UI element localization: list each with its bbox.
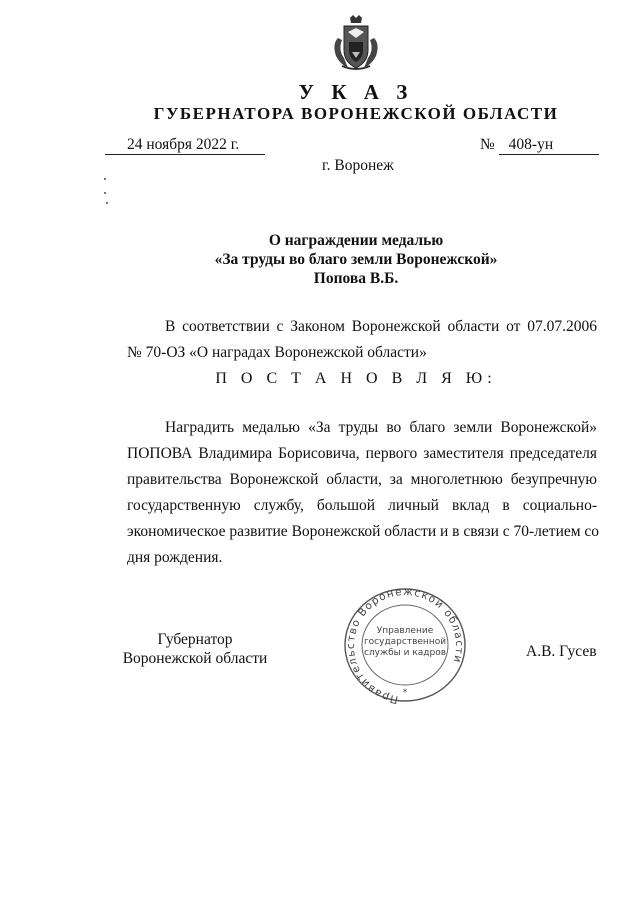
signer-name: А.В. Гусев — [526, 643, 597, 660]
decree-body-line: государственную службу, большой личный вклад в социально- — [127, 497, 597, 514]
coat-of-arms-emblem — [330, 14, 382, 72]
signer-position — [105, 630, 285, 668]
scan-speck — [106, 202, 108, 204]
document-city: г. Воронеж — [322, 157, 394, 174]
decree-resolution-word: П О С Т А Н О В Л Я Ю: — [215, 370, 497, 387]
decree-subject — [176, 231, 536, 288]
decree-body-line: Наградить медалью «За труды во благо земли Воронежской» — [165, 419, 597, 436]
official-stamp — [340, 585, 470, 705]
subject-line: «За труды во благо земли Воронежской» — [214, 251, 498, 268]
document-type-title: У К А З — [298, 80, 414, 104]
stamp-center-line: государственной — [363, 637, 447, 647]
decree-body-line: ПОПОВА Владимира Борисовича, первого заместителя председателя — [127, 445, 597, 462]
stamp-center-line: Управление — [376, 626, 434, 636]
document-number: 408-ун — [499, 136, 599, 155]
subject-line: Попова В.Б. — [313, 270, 399, 287]
signer-position-line: Воронежской области — [122, 650, 268, 667]
document-date: 24 ноября 2022 г. — [105, 136, 265, 155]
scan-speck — [104, 192, 106, 194]
decree-body-line: дня рождения. — [127, 549, 223, 566]
subject-line: О награждении медалью — [268, 232, 444, 249]
stamp-center-line: службы и кадров — [363, 648, 447, 658]
decree-body-line: экономическое развитие Воронежской области и в связи с 70-летием со — [127, 523, 600, 540]
stamp-star: * — [402, 688, 408, 698]
number-sign: № — [480, 136, 495, 153]
scan-speck — [104, 178, 106, 180]
legal-basis-line: В соответствии с Законом Воронежской области от 07.07.2006 — [165, 318, 597, 335]
stamp-ring-text: Правительство Воронежской области — [344, 585, 466, 705]
document-number-field — [480, 136, 605, 155]
issuer-title: ГУБЕРНАТОРА ВОРОНЕЖСКОЙ ОБЛАСТИ — [153, 104, 559, 123]
decree-body-line: правительства Воронежской области, за многолетнюю безупречную — [127, 471, 597, 488]
signer-position-line: Губернатор — [157, 631, 233, 648]
legal-basis-line: № 70-ОЗ «О наградах Воронежской области» — [127, 344, 427, 361]
